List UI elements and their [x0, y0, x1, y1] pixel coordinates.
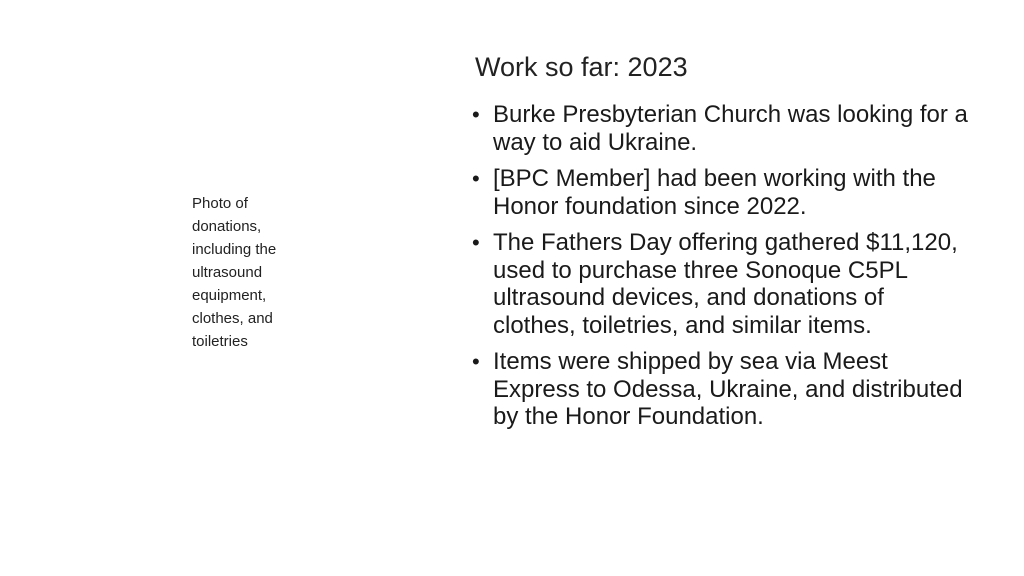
bullet-list	[472, 101, 972, 440]
bullet-text: Burke Presbyterian Church was looking for a way to aid Ukraine.	[493, 101, 968, 156]
bullet-item	[472, 229, 972, 339]
bullet-item	[472, 101, 972, 156]
bullet-dot-icon: •	[472, 166, 480, 191]
bullet-text: The Fathers Day offering gathered $11,120, used to purchase three Sonoque C5PL ultrasound devices, and donations of clothes, toiletries, and similar items.	[493, 229, 958, 339]
bullet-dot-icon: •	[472, 349, 480, 374]
bullet-dot-icon: •	[472, 102, 480, 127]
bullet-item	[472, 348, 972, 431]
bullet-item	[472, 165, 972, 220]
photo-placeholder-caption: Photo of donations, including the ultrasound equipment, clothes, and toiletries	[192, 195, 277, 350]
slide-title: Work so far: 2023	[475, 52, 688, 82]
bullet-text: [BPC Member] had been working with the Honor foundation since 2022.	[493, 165, 936, 220]
bullet-text: Items were shipped by sea via Meest Express to Odessa, Ukraine, and distributed by the Honor Foundation.	[493, 348, 963, 430]
bullet-dot-icon: •	[472, 230, 480, 255]
